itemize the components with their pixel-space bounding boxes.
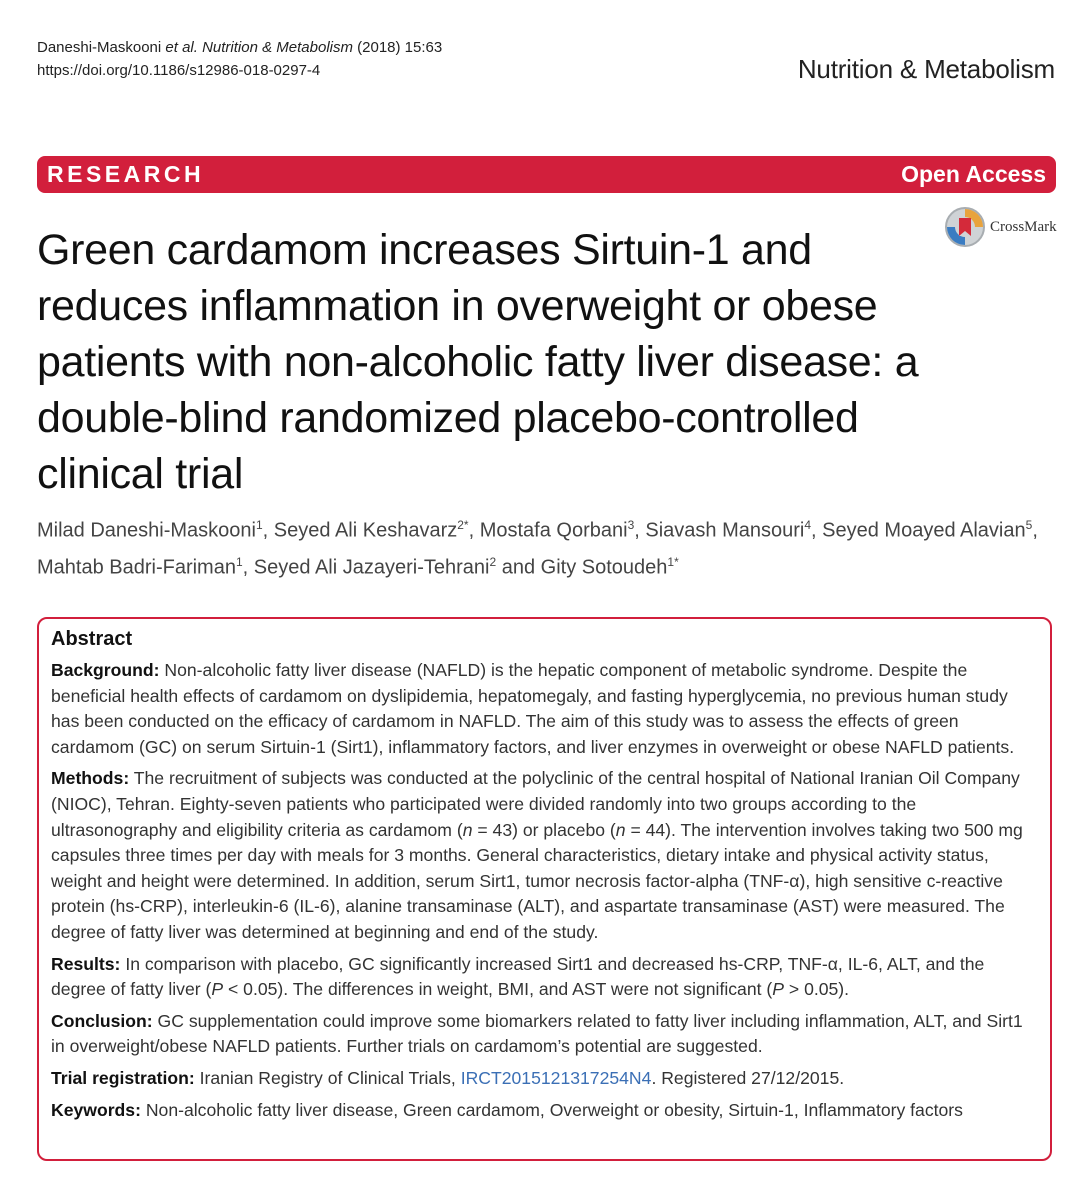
- abstract-keywords: [51, 1098, 1039, 1124]
- author-separator: and: [496, 556, 541, 579]
- p-symbol: P: [772, 979, 785, 1000]
- author-name: Seyed Ali Keshavarz: [273, 519, 458, 542]
- citation-line: [37, 36, 442, 59]
- keywords-label: Keywords:: [51, 1099, 141, 1120]
- author-separator: ,: [634, 519, 646, 542]
- author-affiliation: 1*: [667, 554, 679, 569]
- author-affiliation: 4: [804, 518, 812, 532]
- author-name: Mostafa Qorbani: [479, 519, 628, 542]
- abstract-heading: Abstract: [51, 628, 133, 650]
- author-affiliation: 1: [235, 554, 243, 569]
- author-affiliation: 5: [1025, 518, 1033, 532]
- crossmark-badge[interactable]: [944, 206, 1057, 248]
- article-title: Green cardamom increases Sirtuin-1 and reduces inflammation in overweight or obese patients with non-alcoholic fatty liver disease: a double-blind randomized placebo-controlled clinical trial: [37, 226, 919, 498]
- trial-label: Trial registration:: [51, 1067, 195, 1088]
- results-text-3: > 0.05).: [784, 979, 850, 1000]
- methods-text-2: = 43) or placebo (: [472, 819, 616, 840]
- background-text: Non-alcoholic fatty liver disease (NAFLD) is the hepatic component of metabolic syndrome. Despite the beneficial health effects of cardamom on dyslipidemia, hepatomegaly, and fasting hyperglycemia, no previous human study has been conducted on the efficacy of cardamom in NAFLD. The aim of this study was to assess the effects of green cardamom (GC) on serum Sirtuin-1 (Sirt1), inflammatory factors, and liver enzymes in overweight or obese NAFLD patients.: [51, 660, 1015, 757]
- results-text-2: < 0.05). The differences in weight, BMI, and AST were not significant (: [223, 979, 773, 1000]
- citation-year-volume: (2018) 15:63: [357, 39, 443, 56]
- methods-text-3: = 44). The intervention involves taking two 500 mg capsules three times per day with meals for 3 months. General characteristics, dietary intake and physical activity status, weight and height were determined. In addition, serum Sirt1, tumor necrosis factor-alpha (TNF-α), high sensitive c-reactive protein (hs-CRP), interleukin-6 (IL-6), alanine transaminase (ALT), and aspartate transaminase (AST) were measured. The degree of fatty liver was determined at beginning and end of the study.: [51, 819, 1023, 942]
- background-label: Background:: [51, 660, 160, 680]
- open-access-label: Open Access: [901, 161, 1046, 187]
- citation-journal: et al. Nutrition & Metabolism: [165, 39, 353, 56]
- trial-date: . Registered 27/12/2015.: [651, 1067, 845, 1088]
- author-affiliation: 2: [489, 554, 497, 569]
- author-affiliation: 1: [255, 518, 263, 532]
- n-symbol: n: [615, 819, 626, 840]
- abstract-trial-registration: [51, 1066, 1039, 1092]
- author-list: [37, 510, 1057, 583]
- author-affiliation: 2*: [457, 518, 469, 532]
- citation-header: [37, 36, 442, 82]
- p-symbol: P: [211, 979, 224, 1000]
- methods-label: Methods:: [51, 768, 130, 789]
- methods-text-1: The recruitment of subjects was conducted at the polyclinic of the central hospital of National Iranian Oil Company (NIOC), Tehran. Eighty-seven patients who participated were divided randomly into two groups according to the ultrasonography and eligibility criteria as cardamom (: [51, 768, 1020, 840]
- author-name: Seyed Ali Jazayeri-Tehrani: [253, 556, 490, 579]
- abstract-conclusion: [51, 1009, 1039, 1060]
- trial-text: Iranian Registry of Clinical Trials,: [199, 1067, 456, 1088]
- results-label: Results:: [51, 953, 121, 974]
- author-separator: ,: [811, 519, 823, 542]
- author-separator: ,: [262, 519, 274, 542]
- author-affiliation: 3: [627, 518, 635, 532]
- author-separator: ,: [242, 556, 254, 579]
- article-type-banner: [37, 156, 1056, 193]
- author-name: Mahtab Badri-Fariman: [37, 556, 236, 579]
- author-name: Milad Daneshi-Maskooni: [37, 519, 256, 542]
- doi-link[interactable]: https://doi.org/10.1186/s12986-018-0297-4: [37, 62, 321, 79]
- citation-authors: Daneshi-Maskooni: [37, 39, 162, 56]
- author-name: Gity Sotoudeh: [540, 556, 668, 579]
- author-name: Siavash Mansouri: [645, 519, 805, 542]
- conclusion-text: GC supplementation could improve some biomarkers related to fatty liver including inflammation, ALT, and Sirt1 in overweight/obese NAFLD patients. Further trials on cardamom’s potential are suggested.: [51, 1010, 1023, 1057]
- abstract-box: [37, 617, 1052, 1161]
- author-separator: ,: [1032, 519, 1038, 542]
- journal-name: Nutrition & Metabolism: [797, 54, 1055, 84]
- crossmark-label: CrossMark: [990, 218, 1057, 235]
- article-type-label: RESEARCH: [47, 161, 205, 187]
- author-name: Seyed Moayed Alavian: [822, 519, 1026, 542]
- abstract-methods: [51, 766, 1039, 945]
- author-separator: ,: [468, 519, 480, 542]
- conclusion-label: Conclusion:: [51, 1010, 153, 1031]
- abstract-background: [51, 658, 1039, 760]
- abstract-results: [51, 952, 1039, 1003]
- trial-registry-link[interactable]: IRCT2015121317254N4: [460, 1067, 652, 1088]
- n-symbol: n: [462, 819, 473, 840]
- keywords-text: Non-alcoholic fatty liver disease, Green cardamom, Overweight or obesity, Sirtuin-1, Inflammatory factors: [145, 1099, 963, 1120]
- results-text-1: In comparison with placebo, GC significantly increased Sirt1 and decreased hs-CRP, TNF-α, IL-6, ALT, and the degree of fatty liver (: [51, 953, 985, 1000]
